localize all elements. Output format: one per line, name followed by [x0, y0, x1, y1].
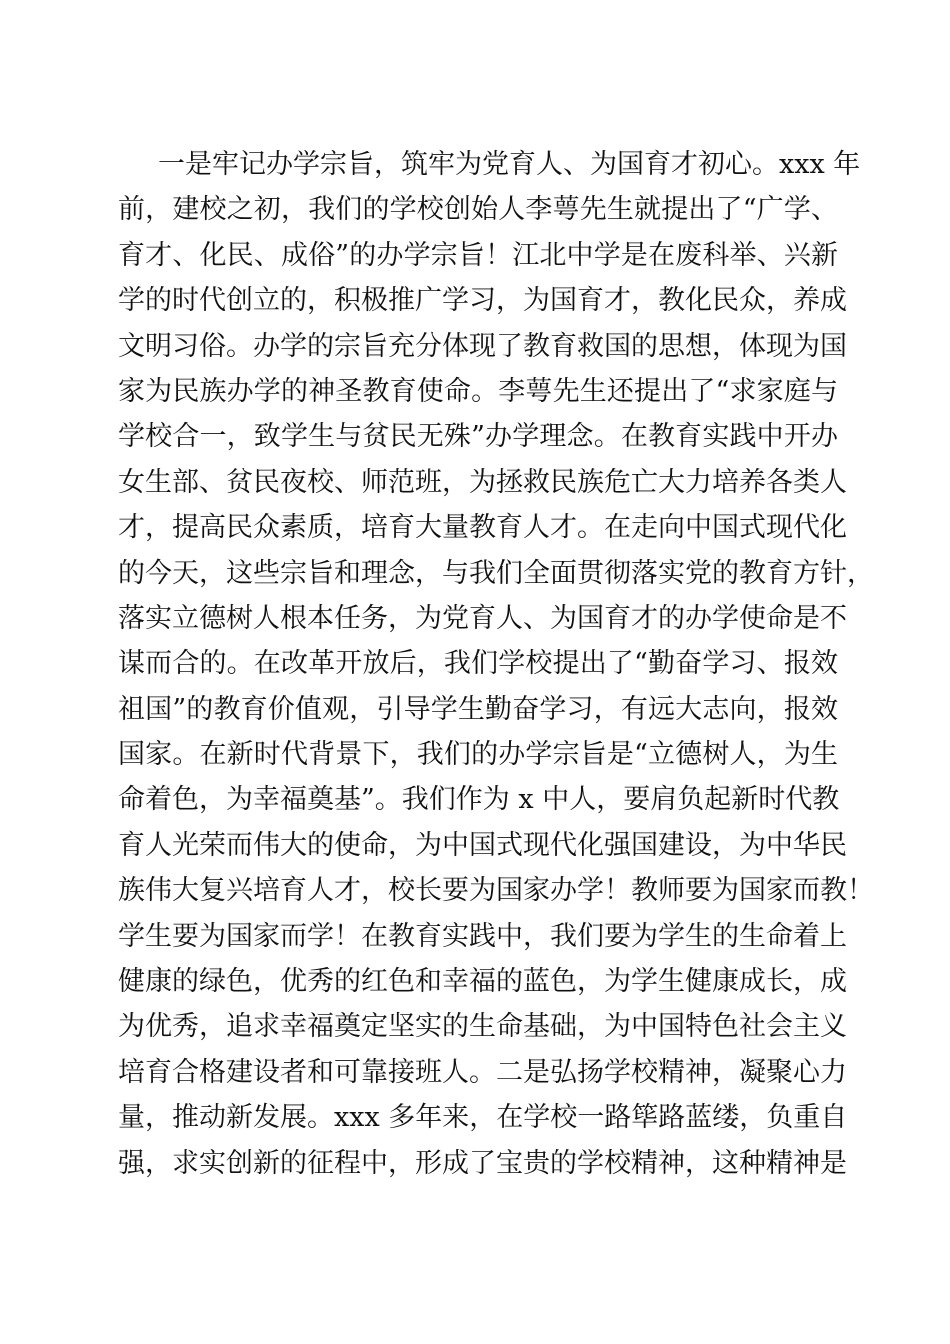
- text-line: 祖国”的教育价值观，引导学生勤奋学习，有远大志向，报效: [118, 693, 838, 725]
- text-line: 国家。在新时代背景下，我们的办学宗旨是“立德树人，为生: [118, 739, 838, 771]
- text-line: 学校合一，致学生与贫民无殊”办学理念。在教育实践中开办: [118, 421, 838, 453]
- text-line: 一是牢记办学宗旨，筑牢为党育人、为国育才初心。xxx 年: [158, 149, 861, 180]
- text-line: 族伟大复兴培育人才，校长要为国家办学！教师要为国家而教！: [118, 875, 874, 907]
- text-line: 落实立德树人根本任务，为党育人、为国育才的办学使命是不: [118, 602, 847, 634]
- text-line: 为优秀，追求幸福奠定坚实的生命基础，为中国特色社会主义: [118, 1011, 847, 1043]
- text-line: 强，求实创新的征程中，形成了宝贵的学校精神，这种精神是: [118, 1147, 847, 1179]
- text-line: 的今天，这些宗旨和理念，与我们全面贯彻落实党的教育方针，: [118, 557, 874, 589]
- text-line: 才，提高民众素质，培育大量教育人才。在走向中国式现代化: [118, 512, 847, 544]
- text-line: 育人光荣而伟大的使命，为中国式现代化强国建设，为中华民: [118, 829, 847, 861]
- text-line: 量，推动新发展。xxx 多年来，在学校一路筚路蓝缕，负重自: [118, 1102, 848, 1134]
- text-line: 学生要为国家而学！在教育实践中，我们要为学生的生命着上: [118, 920, 847, 952]
- text-line: 谋而合的。在改革开放后，我们学校提出了“勤奋学习、报效: [118, 648, 838, 680]
- text-line: 学的时代创立的，积极推广学习，为国育才，教化民众，养成: [118, 285, 847, 317]
- text-line: 文明习俗。办学的宗旨充分体现了教育救国的思想，体现为国: [118, 330, 847, 362]
- text-line: 健康的绿色，优秀的红色和幸福的蓝色，为学生健康成长，成: [118, 966, 847, 998]
- text-line: 培育合格建设者和可靠接班人。二是弘扬学校精神，凝聚心力: [118, 1056, 847, 1088]
- text-line: 女生部、贫民夜校、师范班，为拯救民族危亡大力培养各类人: [118, 466, 847, 498]
- text-line: 家为民族办学的神圣教育使命。李萼先生还提出了“求家庭与: [118, 375, 838, 407]
- text-line: 育才、化民、成俗”的办学宗旨！江北中学是在废科举、兴新: [118, 239, 838, 271]
- body-paragraph: [118, 142, 874, 1186]
- text-line: 命着色，为幸福奠基”。我们作为 x 中人，要肩负起新时代教: [118, 784, 840, 816]
- text-line: 前，建校之初，我们的学校创始人李萼先生就提出了“广学、: [118, 194, 838, 226]
